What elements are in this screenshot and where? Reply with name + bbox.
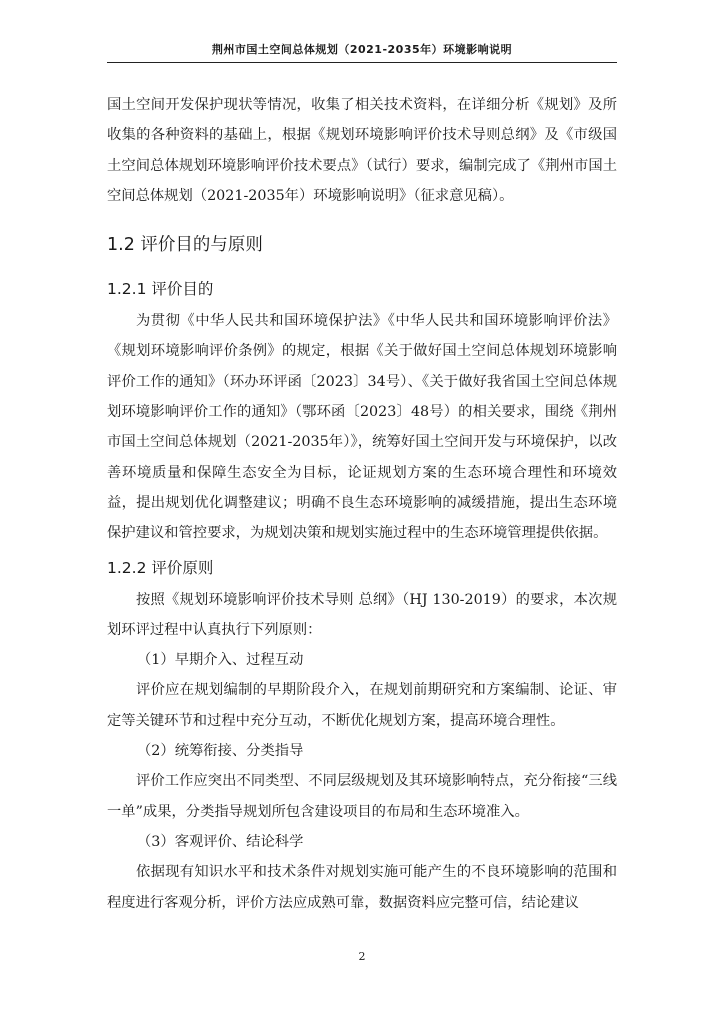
evaluation-principles-intro: 按照《规划环境影响评价技术导则 总纲》（HJ 130-2019）的要求，本次规划环评过程中认真执行下列原则：: [107, 591, 617, 638]
header-divider: [107, 62, 617, 63]
page-number: 2: [358, 950, 366, 963]
intro-paragraph: 国土空间开发保护现状等情况，收集了相关技术资料，在详细分析《规划》及所收集的各种资料的基础上，根据《规划环境影响评价技术导则总纲》及《市级国土空间总体规划环境影响评价技术要点》（试行）要求，编制完成了《荆州市国土空间总体规划（2021-2035年）环境影响说明》（征求意见稿）。: [107, 97, 617, 204]
page-header-title: 荆州市国土空间总体规划（2021-2035年）环境影响说明: [211, 43, 513, 56]
principle-1-label: （1）早期介入、过程互动: [137, 652, 304, 669]
principle-2-text: 评价工作应突出不同类型、不同层级规划及其环境影响特点，充分衔接“三线一单”成果，分类指导规划所包含建设项目的布局和生态环境准入。: [107, 773, 617, 820]
document-body: [107, 90, 617, 918]
section-heading-1-2: 1.2 评价目的与原则: [107, 235, 263, 256]
evaluation-purpose-paragraph: 为贯彻《中华人民共和国环境保护法》《中华人民共和国环境影响评价法》《规划环境影响评价条例》的规定，根据《关于做好国土空间总体规划环境影响评价工作的通知》（环办环评函〔2023〕34号）、《关于做好我省国土空间总体规划环境影响评价工作的通知》（鄂环函〔2023〕48号）的相关要求，围绕《荆州市国土空间总体规划（2021-2035年）》，统筹好国土空间开发与环境保护，以改善环境质量和保障生态安全为目标，论证规划方案的生态环境合理性和环境效益，提出规划优化调整建议；明确不良生态环境影响的减缓措施，提出生态环境保护建议和管控要求，为规划决策和规划实施过程中的生态环境管理提供依据。: [107, 313, 617, 542]
principle-3-label: （3）客观评价、结论科学: [137, 833, 304, 850]
section-heading-1-2-1: 1.2.1 评价目的: [107, 280, 214, 299]
principle-3-text: 依据现有知识水平和技术条件对规划实施可能产生的不良环境影响的范围和程度进行客观分析，评价方法应成熟可靠，数据资料应完整可信，结论建议: [107, 864, 617, 911]
principle-1-text: 评价应在规划编制的早期阶段介入，在规划前期研究和方案编制、论证、审定等关键环节和过程中充分互动，不断优化规划方案，提高环境合理性。: [107, 682, 617, 729]
principle-2-label: （2）统筹衔接、分类指导: [137, 743, 304, 760]
section-heading-1-2-2: 1.2.2 评价原则: [107, 558, 214, 577]
